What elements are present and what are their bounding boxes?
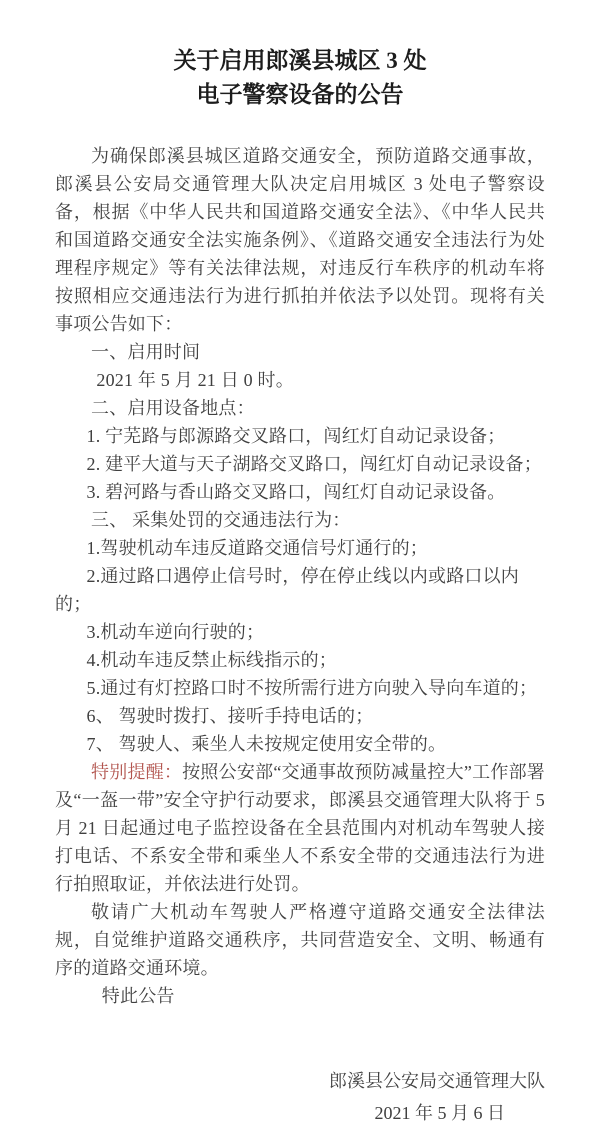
- title-line-2: 电子警察设备的公告: [196, 82, 404, 107]
- section-two-item: 3. 碧河路与香山路交叉路口，闯红灯自动记录设备。: [86, 482, 506, 502]
- intro-paragraph: 为确保郎溪县城区道路交通安全，预防道路交通事故，郎溪县公安局交通管理大队决定启用城区 3 处电子警察设备，根据《中华人民共和国道路交通安全法》、《中华人民共和国道路交通安全法实施条例》、《道路交通安全违法行为处理程序规定》等有关法律法规，对违反行车秩序的机动车将按照相应交通违法行为进行抓拍并依法予以处罚。现将有关事项公告如下：: [55, 146, 545, 334]
- section-three-item: 1.驾驶机动车违反道路交通信号灯通行的；: [86, 538, 428, 558]
- special-reminder-label: 特别提醒：: [91, 762, 183, 782]
- signature-block: [55, 1066, 545, 1130]
- section-three-item: 6、 驾驶时拨打、接听手持电话的；: [86, 706, 374, 726]
- section-one-heading: 一、启用时间: [91, 342, 201, 362]
- section-two-item: 1. 宁芜路与郎源路交叉路口，闯红灯自动记录设备；: [86, 426, 506, 446]
- special-reminder-paragraph: [55, 758, 545, 898]
- signature-date: 2021 年 5 月 6 日: [374, 1103, 505, 1123]
- section-three-item: 5.通过有灯控路口时不按所需行进方向驶入导向车道的；: [86, 678, 538, 698]
- notice-title: [55, 44, 545, 112]
- section-three-item: 7、 驾驶人、乘坐人未按规定使用安全带的。: [86, 734, 447, 754]
- section-three-item: 2.通过路口遇停止信号时，停在停止线以内或路口以内的；: [55, 566, 519, 614]
- special-reminder-text: 按照公安部“交通事故预防减量控大”工作部署及“一盔一带”安全守护行动要求，郎溪县交通管理大队将于 5 月 21 日起通过电子监控设备在全县范围内对机动车驾驶人接打电话、不系安全带和乘坐人不系安全带的交通违法行为进行拍照取证，并依法进行处罚。: [55, 762, 545, 894]
- sign-off: 特此公告: [101, 986, 175, 1006]
- closing-paragraph: 敬请广大机动车驾驶人严格遵守道路交通安全法律法规，自觉维护道路交通秩序，共同营造安全、文明、畅通有序的道路交通环境。: [55, 902, 545, 978]
- section-two-item: 2. 建平大道与天子湖路交叉路口，闯红灯自动记录设备；: [86, 454, 542, 474]
- title-line-1: 关于启用郎溪县城区 3 处: [173, 48, 427, 73]
- section-three-item: 4.机动车违反禁止标线指示的；: [86, 650, 337, 670]
- section-three-heading: 三、 采集处罚的交通违法行为：: [91, 510, 351, 530]
- section-two-heading: 二、启用设备地点：: [91, 398, 255, 418]
- signature-org: 郎溪县公安局交通管理大队: [329, 1071, 545, 1091]
- section-three-item: 3.机动车逆向行驶的；: [86, 622, 265, 642]
- section-one-date: 2021 年 5 月 21 日 0 时。: [96, 370, 294, 390]
